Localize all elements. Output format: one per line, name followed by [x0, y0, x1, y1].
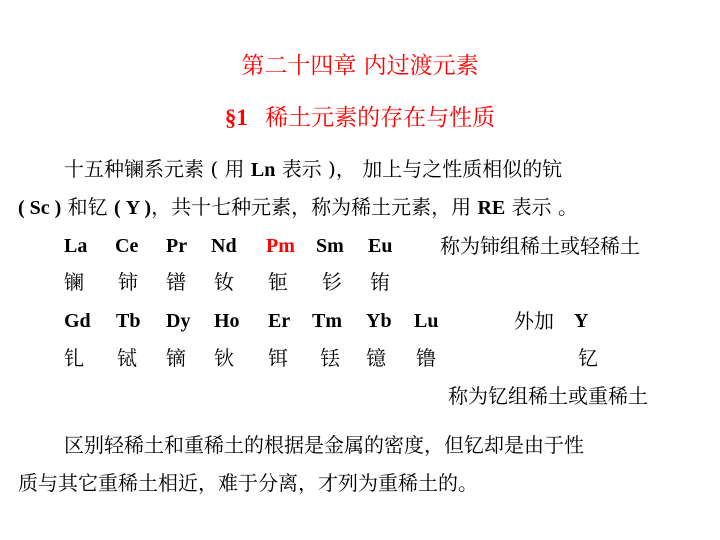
- y-symbol: ( Y ): [114, 197, 152, 219]
- element-name: 钐: [322, 270, 342, 294]
- element-symbol: Ce: [115, 235, 139, 257]
- element-symbol: Tm: [312, 310, 342, 332]
- element-name: 铽: [117, 346, 137, 370]
- element-name: 钆: [64, 346, 84, 370]
- intro-text: 十五种镧系元素 ( 用: [64, 157, 251, 181]
- element-name: 铕: [370, 270, 390, 294]
- intro-text: 表示 。: [505, 195, 578, 219]
- element-symbol: Sm: [316, 235, 344, 257]
- element-symbol: Ho: [214, 310, 240, 332]
- element-symbol: Eu: [368, 235, 393, 257]
- light-group-label: 称为铈组稀土或轻稀土: [440, 234, 640, 258]
- element-symbol: Y: [574, 310, 589, 332]
- element-symbol: Gd: [64, 310, 91, 332]
- element-name: 镝: [166, 346, 186, 370]
- element-name: 铈: [118, 270, 138, 294]
- ln-symbol: Ln: [250, 159, 276, 181]
- element-name: 钕: [214, 270, 234, 294]
- conclusion-line-1: 区别轻稀土和重稀土的根据是金属的密度，但钇却是由于性: [64, 433, 584, 457]
- element-symbol: Dy: [166, 310, 191, 332]
- extra-prefix: 外加: [514, 309, 554, 333]
- section-marker: §1: [224, 105, 248, 130]
- element-symbol: Lu: [414, 310, 439, 332]
- element-name: 钇: [578, 346, 598, 370]
- element-name: 铒: [268, 346, 288, 370]
- page-title: 第二十四章 内过渡元素: [241, 53, 479, 79]
- element-symbol: Pr: [166, 235, 188, 257]
- intro-text: 和钇: [61, 195, 115, 219]
- element-name: 镨: [166, 270, 186, 294]
- element-name: 镧: [64, 270, 84, 294]
- heavy-group-label: 称为钇组稀土或重稀土: [448, 384, 648, 408]
- section-title: 稀土元素的存在与性质: [265, 105, 496, 131]
- element-symbol: Tb: [116, 310, 141, 332]
- intro-line-2: [18, 194, 578, 221]
- element-symbol: Nd: [211, 235, 237, 257]
- element-name: 钷: [268, 270, 288, 294]
- re-symbol: RE: [477, 197, 506, 219]
- element-symbol: La: [64, 235, 88, 257]
- element-symbol-highlighted: Pm: [266, 235, 295, 257]
- intro-text: ，共十七种元素，称为稀土元素，用: [151, 195, 478, 219]
- element-symbol: Yb: [366, 310, 392, 332]
- element-name: 镥: [416, 346, 436, 370]
- element-name: 铥: [320, 346, 340, 370]
- element-symbol: Er: [268, 310, 291, 332]
- intro-text: 表示 )， 加上与之性质相似的钪: [275, 157, 563, 181]
- intro-line-1: [64, 156, 562, 183]
- sc-symbol: ( Sc ): [18, 197, 62, 219]
- section-heading: [0, 104, 720, 132]
- conclusion-line-2: 质与其它重稀土相近，难于分离，才列为重稀土的。: [18, 471, 478, 495]
- element-name: 钬: [214, 346, 234, 370]
- element-name: 镱: [366, 346, 386, 370]
